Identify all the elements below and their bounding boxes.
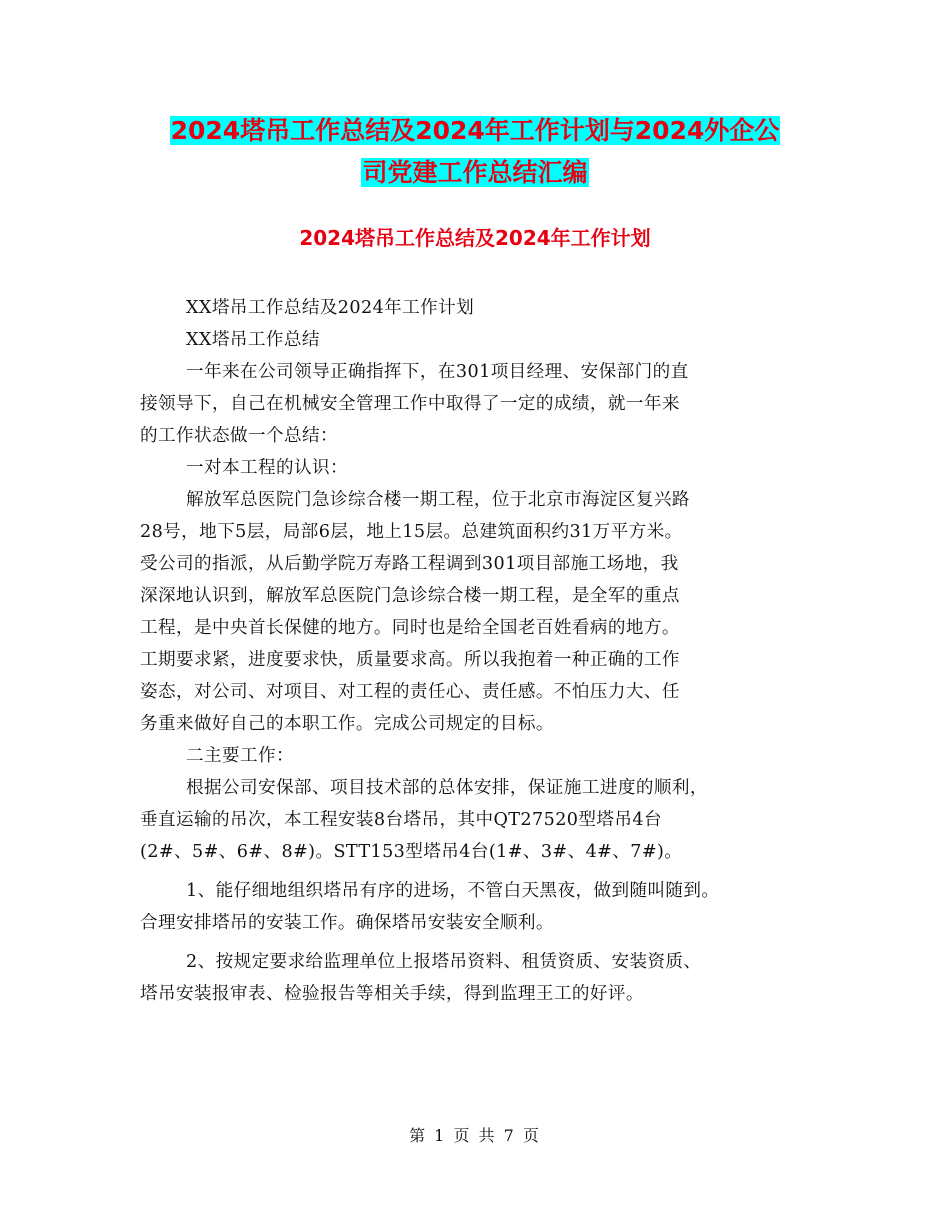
paragraph-line: XX塔吊工作总结及2024年工作计划 <box>186 298 475 318</box>
paragraph-line: 一对本工程的认识： <box>186 458 348 478</box>
section-title: 2024塔吊工作总结及2024年工作计划 <box>299 226 651 250</box>
paragraph-line: 接领导下，自己在机械安全管理工作中取得了一定的成绩，就一年来 <box>140 394 680 414</box>
main-title-line-2: 司党建工作总结汇编 <box>362 158 588 187</box>
paragraph-line: 二主要工作： <box>186 746 294 766</box>
paragraph-line: 解放军总医院门急诊综合楼一期工程，位于北京市海淀区复兴路 <box>186 490 690 510</box>
paragraph-line: 深深地认识到，解放军总医院门急诊综合楼一期工程，是全军的重点 <box>140 586 680 606</box>
paragraph-line: 工期要求紧，进度要求快，质量要求高。所以我抱着一种正确的工作 <box>140 650 680 670</box>
paragraph-line: XX塔吊工作总结 <box>186 330 320 350</box>
paragraph-line: 28号，地下5层，局部6层，地上15层。总建筑面积约31万平方米。 <box>140 522 683 542</box>
page-footer: 第 1 页 共 7 页 <box>409 1126 541 1145</box>
paragraph-line: 的工作状态做一个总结： <box>140 426 338 446</box>
paragraph-line: 2、按规定要求给监理单位上报塔吊资料、租赁资质、安装资质、 <box>186 952 702 972</box>
paragraph-line: (2#、5#、6#、8#)。STT153型塔吊4台(1#、3#、4#、7#)。 <box>140 842 683 862</box>
main-title-line-1: 2024塔吊工作总结及2024年工作计划与2024外企公 <box>170 116 780 145</box>
paragraph-line: 根据公司安保部、项目技术部的总体安排，保证施工进度的顺利， <box>186 778 708 798</box>
body-text <box>140 292 820 1010</box>
paragraph-line: 1、能仔细地组织塔吊有序的进场，不管白天黑夜，做到随叫随到。 <box>186 881 720 901</box>
paragraph-line: 工程，是中央首长保健的地方。同时也是给全国老百姓看病的地方。 <box>140 618 680 638</box>
paragraph-line: 一年来在公司领导正确指挥下，在301项目经理、安保部门的直 <box>186 362 689 382</box>
paragraph-line: 姿态，对公司、对项目、对工程的责任心、责任感。不怕压力大、任 <box>140 682 680 702</box>
paragraph-line: 垂直运输的吊次，本工程安装8台塔吊，其中QT27520型塔吊4台 <box>140 810 662 830</box>
paragraph-line: 务重来做好自己的本职工作。完成公司规定的目标。 <box>140 714 554 734</box>
paragraph-line: 塔吊安装报审表、检验报告等相关手续，得到监理王工的好评。 <box>140 984 644 1004</box>
paragraph-line: 受公司的指派，从后勤学院万寿路工程调到301项目部施工场地，我 <box>140 554 679 574</box>
paragraph-line: 合理安排塔吊的安装工作。确保塔吊安装安全顺利。 <box>140 913 554 933</box>
